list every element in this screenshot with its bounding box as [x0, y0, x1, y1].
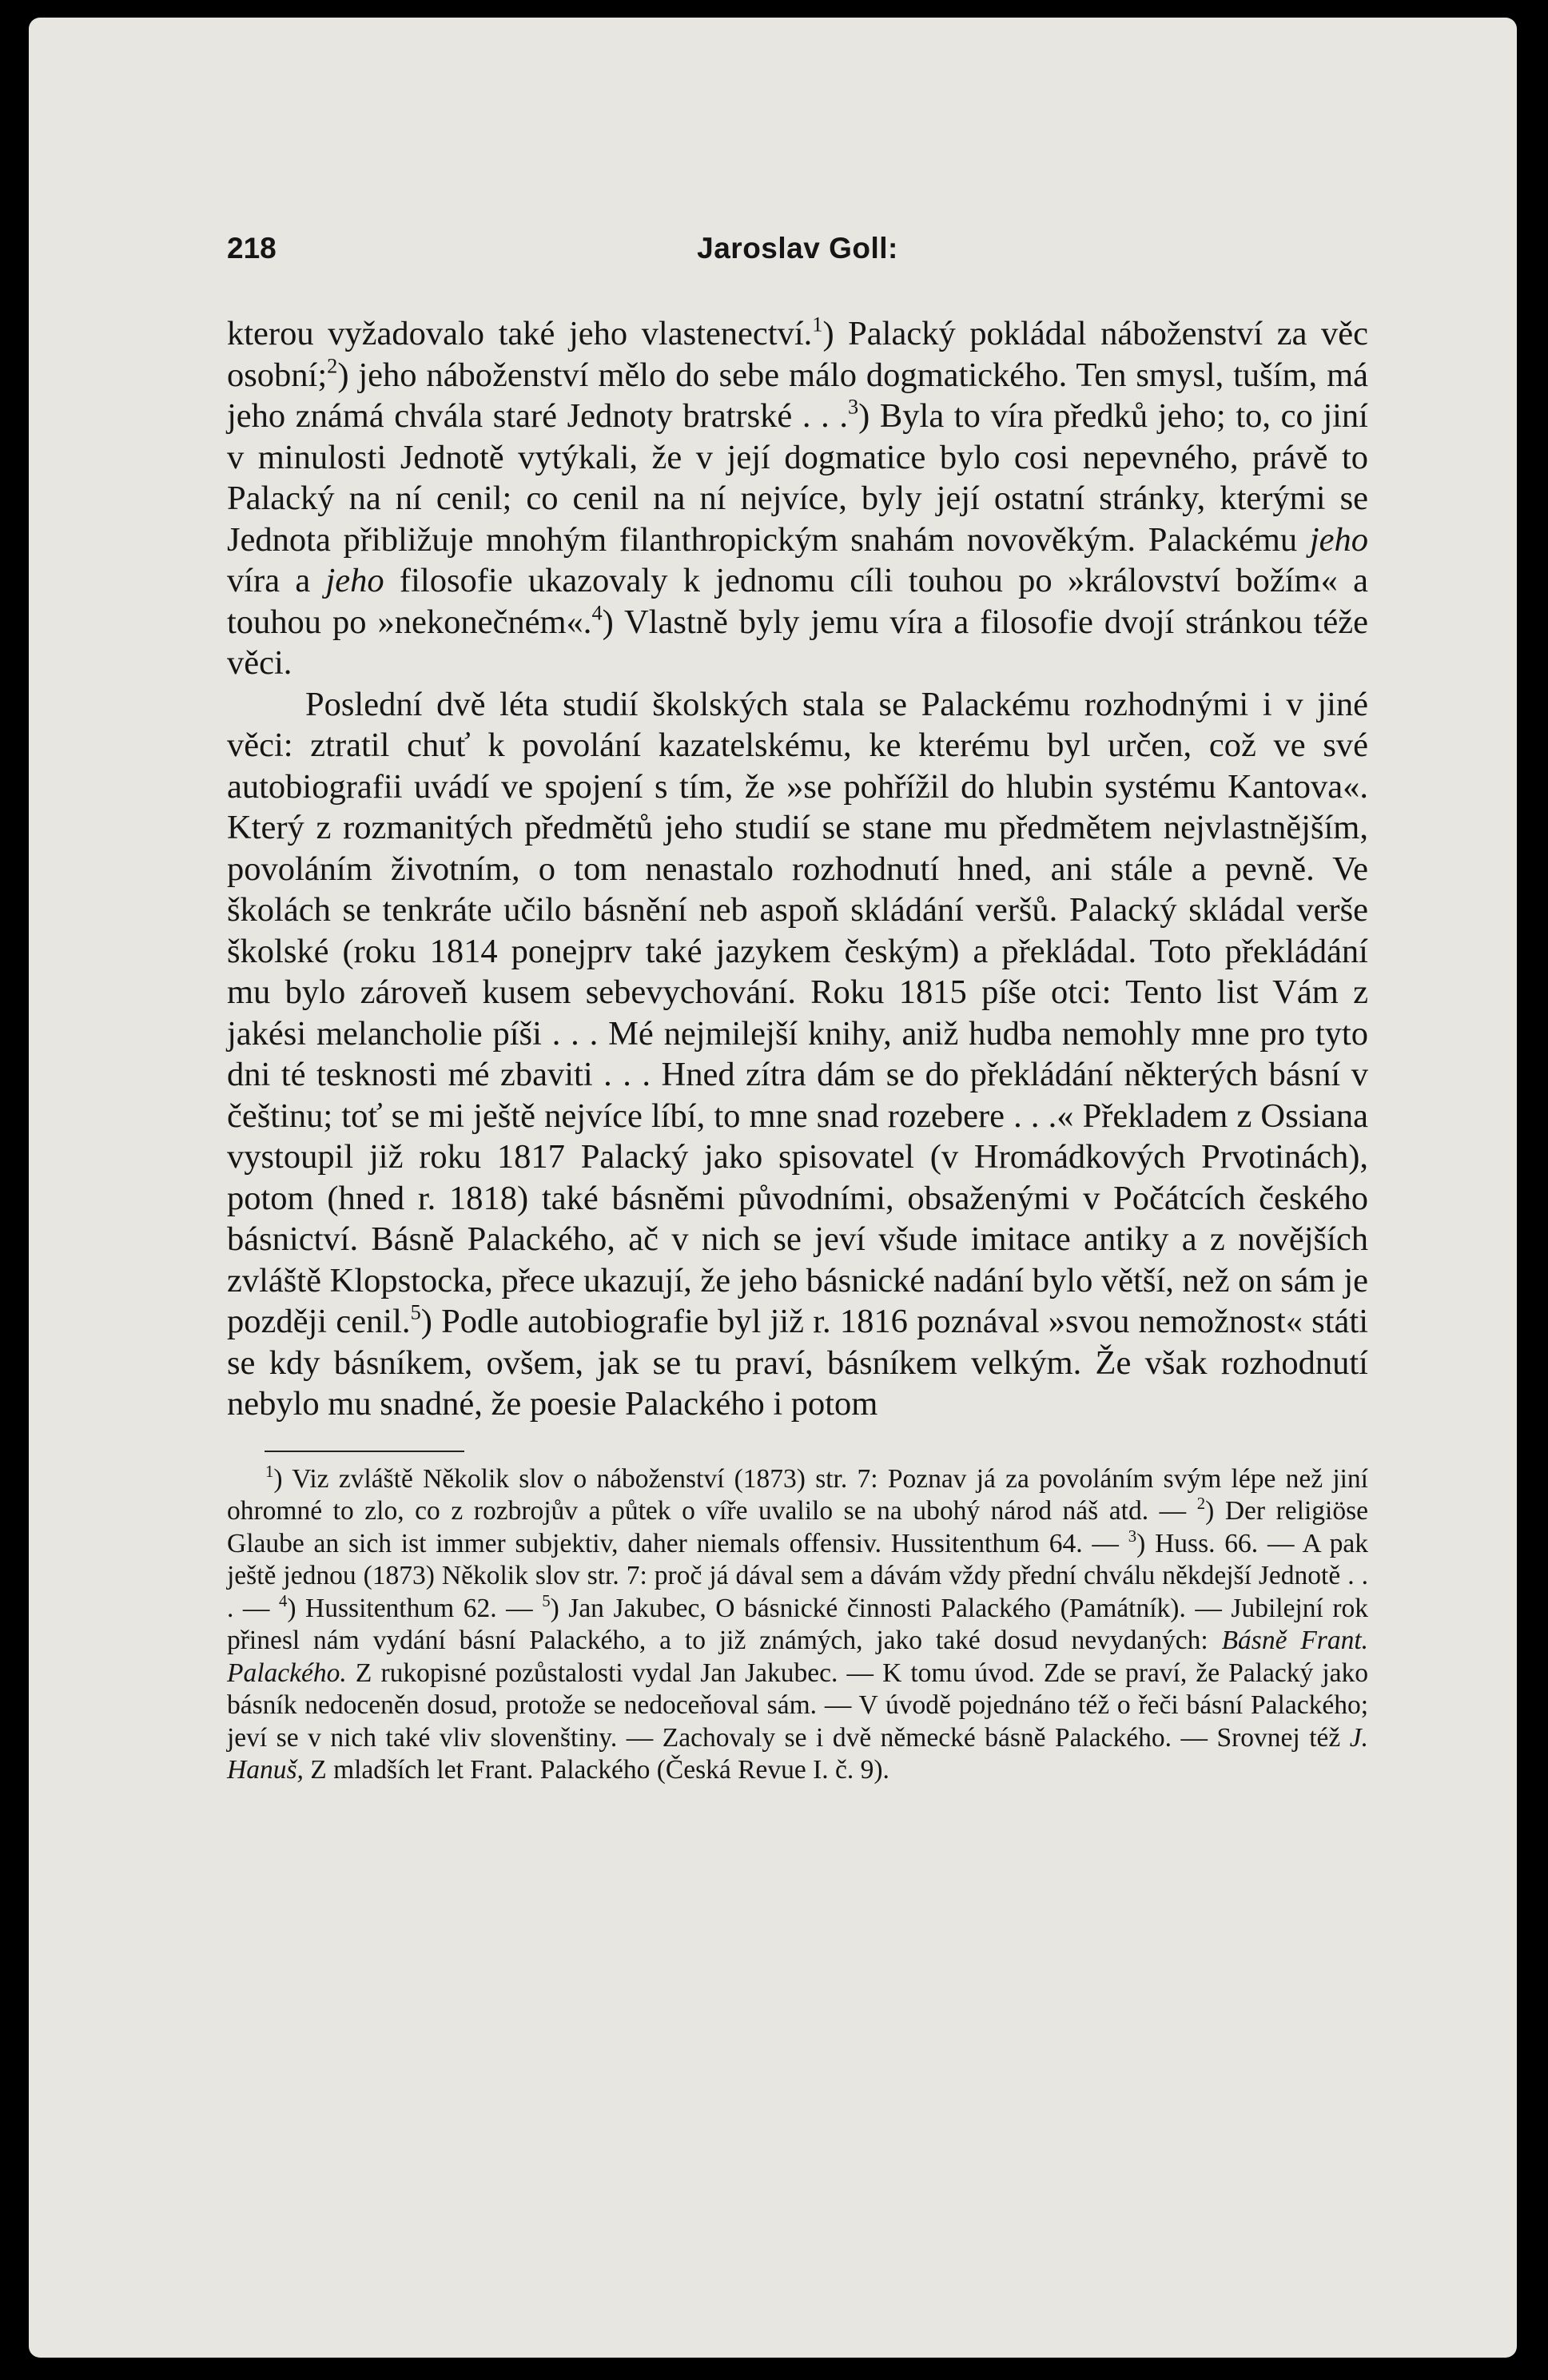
footnote-mark-4: 4	[278, 1591, 288, 1610]
body-text	[227, 313, 1368, 1425]
footnote-text-d: ) Hussitenthum 62. —	[287, 1593, 533, 1623]
p1-text-c: ) jeho náboženství mělo do sebe málo dogmatického. Ten smysl, tuším, má jeho známá chvála staré Jednoty bratrské . . .	[227, 356, 1368, 435]
footnote-text-c: ) Huss. 66. — A pak ještě jednou (1873) Několik slov str. 7: proč já dával sem a dávám vždy přední chválu někdejší Jednotě . . . —	[227, 1528, 1369, 1623]
footnote-ref-2: 2	[327, 354, 338, 378]
footnote-text-f: Z rukopisné pozůstalosti vydal Jan Jakubec. — K tomu úvod. Zde se praví, že Palacký jako básník nedoceněn dosud, protože se nedoceňoval sám. — V úvodě pojednáno též o řeči básní Palackého; jeví se v nich také vliv slovenštiny. — Zachovaly se i dvě německé básně Palackého. — Srovnej též	[227, 1658, 1369, 1753]
p2-text-b: ) Podle autobiografie byl již r. 1816 poznával »svou nemožnost« státi se kdy básníkem, ovšem, jak se tu praví, básníkem velkým. Že však rozhodnutí nebylo mu snadné, že poesie Palackého i potom	[227, 1303, 1369, 1423]
p1-text-f: filosofie ukazovaly k jednomu cíli touhou po »království božím« a touhou po »nekonečném«.	[227, 562, 1368, 641]
p1-emphasis-2: jeho	[325, 562, 384, 599]
p1-text-b: ) Palacký pokládal náboženství za věc osobní;	[227, 315, 1368, 394]
footnote-ref-1: 1	[812, 312, 823, 336]
footnote-text-g: Z mladších let Frant. Palackého (Česká Revue I. č. 9).	[310, 1755, 889, 1785]
p1-text-e: víra a	[227, 562, 311, 599]
footnote-text-e: ) Jan Jakubec, O básnické činnosti Palackého (Památník). — Jubilejní rok přinesl nám vydání básní Palackého, a to již známých, jako také dosud nevydaných:	[227, 1593, 1369, 1655]
p1-text-g: ) Vlastně byly jemu víra a filosofie dvojí stránkou téže věci.	[227, 603, 1368, 682]
p1-text-d: ) Byla to víra předků jeho; to, co jiní v minulosti Jednotě vytýkali, že v její dogmatice bylo cosi nepevného, právě to Palacký na ní cenil; co cenil na ní nejvíce, byly její ostatní stránky, kterými se Jednota přibližuje mnohým filanthropickým snahám novověkým. Palackému	[227, 397, 1368, 559]
footnote-ref-5: 5	[410, 1300, 421, 1324]
page-content	[227, 232, 1368, 1787]
p2-text-a: Poslední dvě léta studií školských stala se Palackému rozhodnými i v jiné věci: ztratil chuť k povolání kazatelskému, ke kterému byl určen, což ve své autobiografii uvádí ve spojení s tím, že »se pohřížil do hlubin systému Kantova«. Který z rozmanitých předmětů jeho studií se stane mu předmětem nejvlastnějším, povoláním životním, o tom nenastalo rozhodnutí hned, ani stále a pevně. Ve školách se tenkráte učilo básnění neb aspoň skládání veršů. Palacký skládal verše školské (roku 1814 ponejprv také jazykem českým) a překládal. Toto překládání mu bylo zároveň kusem sebevychování. Roku 1815 píše otci: Tento list Vám z jakési melancholie píši . . . Mé nejmilejší knihy, aniž hudba nemohly mne pro tyto dni té tesknosti mé zbaviti . . . Hned zítra dám se do překládání některých básní v češtinu; toť se mi ještě nejvíce líbí, to mne snad rozebere . . .« Překladem z Ossiana vystoupil již roku 1817 Palacký jako spisovatel (v Hromádkových Prvotinách), potom (hned r. 1818) také básněmi původními, obsaženými v Počátcích českého básnictví. Básně Palackého, ač v nich se jeví všude imitace antiky a z novějších zvláště Klopstocka, přece ukazují, že jeho básnické nadání bylo větší, než on sám je později cenil.	[227, 685, 1368, 1340]
footnote-ref-4: 4	[591, 601, 603, 625]
footnote-text-a: ) Viz zvláště Několik slov o náboženství (1873) str. 7: Poznav já za povoláním svým lépe než jiní ohromné to zlo, co z rozbrojův a půtek o víře uvalilo se na ubohý národ náš atd. —	[227, 1463, 1368, 1526]
footnote-ref-3: 3	[847, 395, 859, 419]
footnote-mark-2: 2	[1196, 1494, 1206, 1514]
running-head-title: Jaroslav Goll:	[697, 232, 898, 265]
running-head	[227, 232, 1368, 281]
footnote-mark-5: 5	[542, 1591, 551, 1610]
footnote-text-b: ) Der religiöse Glaube an sich ist immer subjektiv, daher niemals offensiv. Hussitenthum 64. —	[227, 1496, 1369, 1558]
footnote-mark-3: 3	[1128, 1526, 1137, 1546]
page-number: 218	[227, 232, 277, 265]
footnote-emphasis-1: Básně Frant. Palackého.	[227, 1626, 1369, 1688]
paragraph-1	[227, 313, 1368, 684]
p1-text-a: kterou vyžadovalo také jeho vlastenectví.	[227, 315, 813, 352]
footnote-block	[227, 1463, 1368, 1787]
footnotes	[227, 1463, 1368, 1787]
book-page	[29, 18, 1517, 2358]
footnote-mark-1: 1	[265, 1462, 274, 1481]
p1-emphasis-1: jeho	[1309, 520, 1369, 559]
paragraph-2	[227, 684, 1368, 1425]
footnote-divider	[265, 1451, 464, 1452]
footnote-emphasis-2: J. Hanuš,	[227, 1722, 1369, 1785]
